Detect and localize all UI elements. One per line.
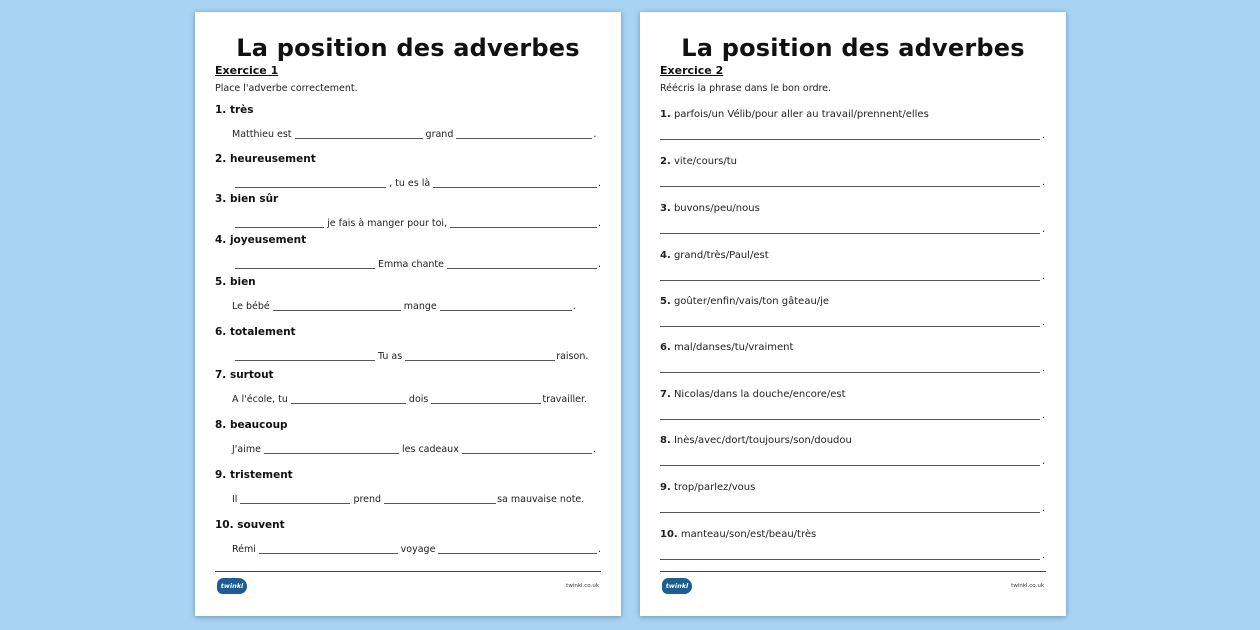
answer-line[interactable] — [660, 280, 1040, 281]
question-sentence — [229, 298, 601, 312]
sentence-text: Il — [232, 494, 238, 505]
sentence-text: grand — [425, 129, 454, 140]
sentence-ending: . — [597, 259, 601, 270]
answer-blank[interactable] — [431, 403, 541, 404]
sentence-text: je fais à manger pour toi, — [327, 218, 448, 229]
line-ending: . — [1042, 271, 1046, 282]
answer-blank[interactable] — [462, 453, 592, 454]
sentence-text: Rémi — [232, 544, 256, 555]
worksheet-title: La position des adverbes — [681, 34, 1025, 62]
sentence-text: J'aime — [232, 444, 261, 455]
question-label: 1. très — [215, 104, 254, 116]
word-list: vite/cours/tu — [673, 156, 737, 167]
answer-line[interactable] — [660, 559, 1040, 560]
question-sentence — [229, 541, 601, 555]
sentence-ending: . — [593, 129, 597, 140]
answer-line[interactable] — [660, 465, 1040, 466]
answer-blank[interactable] — [235, 187, 386, 188]
sentence-text: A l'école, tu — [232, 394, 288, 405]
line-ending: . — [1042, 456, 1046, 467]
sentence-ending: . — [572, 301, 576, 312]
sentence-ending: . — [597, 218, 601, 229]
sentence-text: les cadeaux — [401, 444, 459, 455]
question-words — [660, 250, 769, 261]
line-ending: . — [1042, 317, 1046, 328]
word-list: trop/parlez/vous — [673, 482, 756, 493]
answer-blank[interactable] — [456, 138, 592, 139]
worksheet-exercice-1 — [195, 12, 621, 616]
word-list: buvons/peu/nous — [673, 203, 760, 214]
answer-blank[interactable] — [438, 553, 597, 554]
footer-website: twinkl.co.uk — [1011, 583, 1044, 589]
question-sentence — [229, 175, 601, 189]
line-ending: . — [1042, 130, 1046, 141]
answer-line[interactable] — [660, 419, 1040, 420]
sentence-ending: sa mauvaise note. — [497, 494, 585, 505]
exercise-heading: Exercice 2 — [660, 64, 724, 77]
answer-blank[interactable] — [259, 553, 398, 554]
question-words — [660, 482, 755, 493]
word-list: manteau/son/est/beau/très — [680, 529, 817, 540]
answer-blank[interactable] — [235, 268, 375, 269]
question-number: 8. — [660, 435, 671, 446]
question-words — [660, 342, 793, 353]
question-words — [660, 203, 760, 214]
worksheet-exercice-2 — [640, 12, 1066, 616]
answer-blank[interactable] — [384, 503, 496, 504]
sentence-text: prend — [353, 494, 382, 505]
question-words — [660, 529, 816, 540]
sentence-text: voyage — [400, 544, 436, 555]
question-sentence — [229, 441, 601, 455]
question-number: 3. — [660, 203, 671, 214]
question-label: 5. bien — [215, 276, 256, 288]
answer-line[interactable] — [660, 233, 1040, 234]
answer-blank[interactable] — [447, 268, 597, 269]
twinkl-logo: twinkl — [662, 578, 692, 594]
sentence-ending: . — [592, 444, 596, 455]
question-label: 2. heureusement — [215, 153, 316, 165]
word-list: Inès/avec/dort/toujours/son/doudou — [673, 435, 852, 446]
sentence-text: Tu as — [378, 351, 403, 362]
question-words — [660, 109, 929, 120]
answer-blank[interactable] — [450, 227, 597, 228]
question-words — [660, 435, 852, 446]
line-ending: . — [1042, 224, 1046, 235]
line-ending: . — [1042, 363, 1046, 374]
question-label: 3. bien sûr — [215, 193, 279, 205]
question-number: 4. — [660, 250, 671, 261]
question-sentence — [229, 491, 601, 505]
answer-blank[interactable] — [273, 310, 401, 311]
question-number: 5. — [660, 296, 671, 307]
line-ending: . — [1042, 177, 1046, 188]
footer-divider — [215, 571, 601, 572]
answer-line[interactable] — [660, 326, 1040, 327]
question-label: 10. souvent — [215, 519, 285, 531]
exercise-heading: Exercice 1 — [215, 64, 279, 77]
answer-blank[interactable] — [405, 360, 555, 361]
word-list: mal/danses/tu/vraiment — [673, 342, 794, 353]
question-sentence — [229, 391, 601, 405]
line-ending: . — [1042, 503, 1046, 514]
word-list: Nicolas/dans la douche/encore/est — [673, 389, 846, 400]
question-sentence — [229, 256, 601, 270]
sentence-text: mange — [403, 301, 437, 312]
question-sentence — [229, 215, 601, 229]
sentence-text: Matthieu est — [232, 129, 292, 140]
exercise-instruction: Réécris la phrase dans le bon ordre. — [660, 83, 832, 94]
question-words — [660, 389, 846, 400]
question-label: 6. totalement — [215, 326, 296, 338]
word-list: goûter/enfin/vais/ton gâteau/je — [673, 296, 830, 307]
answer-line[interactable] — [660, 186, 1040, 187]
footer-divider — [660, 571, 1046, 572]
sentence-ending: . — [597, 178, 601, 189]
question-words — [660, 156, 737, 167]
answer-blank[interactable] — [440, 310, 572, 311]
question-label: 8. beaucoup — [215, 419, 288, 431]
answer-blank[interactable] — [291, 403, 406, 404]
worksheet-title: La position des adverbes — [236, 34, 580, 62]
question-words — [660, 296, 829, 307]
answer-blank[interactable] — [264, 453, 399, 454]
answer-line[interactable] — [660, 139, 1040, 140]
question-label: 4. joyeusement — [215, 234, 307, 246]
answer-blank[interactable] — [235, 360, 375, 361]
line-ending: . — [1042, 410, 1046, 421]
sentence-ending: travailler. — [542, 394, 588, 405]
question-sentence — [229, 126, 601, 140]
word-list: grand/très/Paul/est — [673, 250, 769, 261]
sentence-text: Emma chante — [377, 259, 444, 270]
sentence-ending: . — [597, 544, 601, 555]
answer-blank[interactable] — [295, 138, 423, 139]
sentence-text: dois — [408, 394, 429, 405]
question-label: 7. surtout — [215, 369, 274, 381]
footer-website: twinkl.co.uk — [566, 583, 599, 589]
sentence-text: Le bébé — [232, 301, 270, 312]
question-number: 1. — [660, 109, 671, 120]
answer-blank[interactable] — [240, 503, 350, 504]
question-number: 6. — [660, 342, 671, 353]
sentence-ending: raison. — [556, 351, 589, 362]
sentence-text: , tu es là — [389, 178, 431, 189]
question-label: 9. tristement — [215, 469, 293, 481]
answer-line[interactable] — [660, 372, 1040, 373]
question-number: 7. — [660, 389, 671, 400]
question-number: 10. — [660, 529, 678, 540]
answer-blank[interactable] — [433, 187, 597, 188]
twinkl-logo: twinkl — [217, 578, 247, 594]
word-list: parfois/un Vélib/pour aller au travail/prennent/elles — [673, 109, 929, 120]
question-number: 2. — [660, 156, 671, 167]
answer-blank[interactable] — [235, 227, 324, 228]
line-ending: . — [1042, 550, 1046, 561]
answer-line[interactable] — [660, 512, 1040, 513]
question-sentence — [229, 348, 601, 362]
exercise-instruction: Place l'adverbe correctement. — [215, 83, 358, 94]
question-number: 9. — [660, 482, 671, 493]
